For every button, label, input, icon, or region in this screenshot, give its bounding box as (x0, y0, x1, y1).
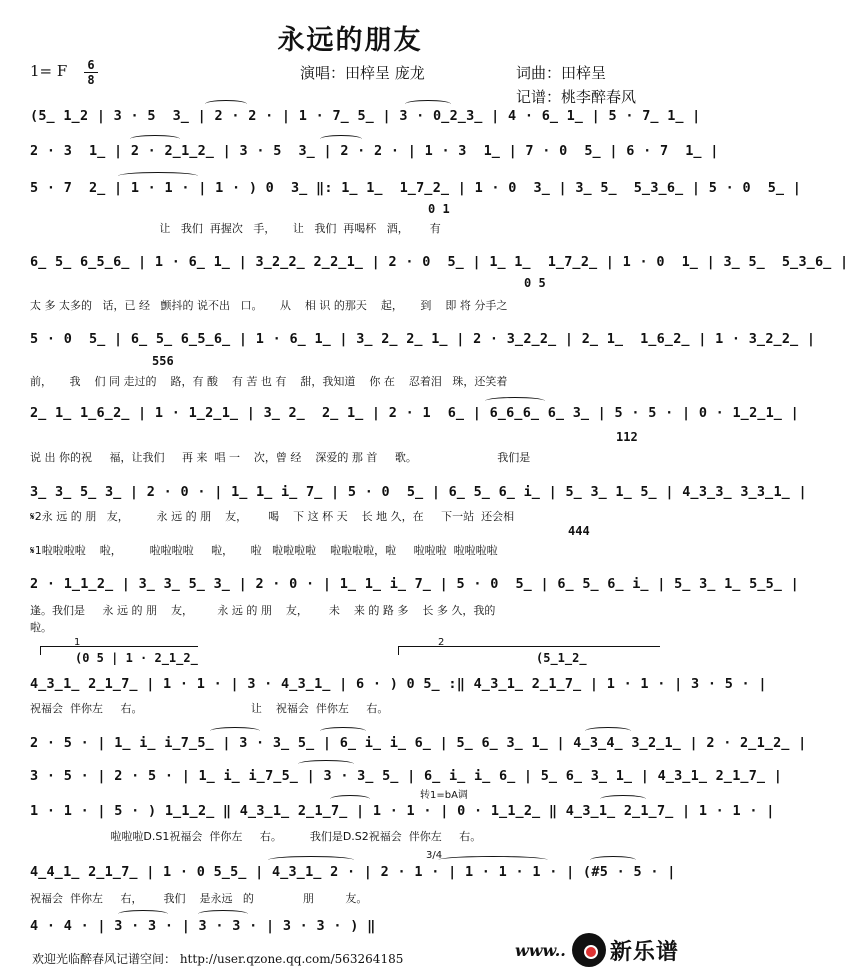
composer-credit: 词曲：田梓呈 (516, 64, 607, 82)
score-row-7: 3̲ 3̲ 5̲ 3̲ | 2 · 0 · | 1̲ 1̲ i̲ 7̲ | 5 · 0 5̲ | 6̲ 5̲ 6̲ i̲ | 5̲ 3̲ 1̲ 5̲ | 4̲3̲3̲ 3̲3̲1̲ | (30, 484, 807, 500)
logo-text: 新乐谱 (609, 939, 679, 965)
score-row-8: 2 · 1̲1̲2̲ | 3̲ 3̲ 5̲ 3̲ | 2 · 0 · | 1̲ 1̲ i̲ 7̲ | 5 · 0 5̲ | 6̲ 5̲ 6̲ i̲ | 5̲ 3̲ 1̲ 5̲5̲ | (30, 576, 800, 592)
time-signature (84, 59, 98, 86)
alt-note-r7: 444 (568, 524, 590, 538)
alt-note-r4: 0 5 (524, 276, 546, 290)
score-row-1: (5̲ 1̲2 | 3 · 5 3̲ | 2 · 2 · | 1 · 7̲ 5̲ | 3 · 0̲2̲3̲ | 4 · 6̲ 1̲ | 5 · 7̲ 1̲ | (30, 108, 701, 124)
lyric-row-4: 太 多 太多的 话，已 经 颤抖的 说不出 口。 从 相 识 的那天 起， 到 即 将 分手之 (30, 299, 508, 312)
time-signature-bottom: 8 (87, 73, 95, 87)
score-row-9: 4̲3̲1̲ 2̲1̲7̲ | 1 · 1 · | 3 · 4̲3̲1̲ | 6 · ) 0 5̲ :‖ 4̲3̲1̲ 2̲1̲7̲ | 1 · 1 · | 3 · 5 · | (30, 676, 767, 692)
lyric-row-12: 啦啦啦D.S1祝福会 伴你左 右。 我们是D.S2祝福会 伴你左 右。 (30, 830, 482, 843)
lyric-row-6: 说 出 你的祝 福，让我们 再 来 唱 一 次，曾 经 深爱的 那 首 歌。 我们是 (30, 451, 531, 464)
score-row-3: 5 · 7 2̲ | 1 · 1 · | 1 · ) 0 3̲ ‖: 1̲ 1̲ 1̲7̲2̲ | 1 · 0 3̲ | 3̲ 5̲ 5̲3̲6̲ | 5 · 0 5̲ | (30, 180, 802, 196)
alt-note-r3: 0 1 (428, 202, 450, 216)
lyric-row-5: 前， 我 们 同 走过的 路，有 酸 有 苦 也 有 甜，我知道 你 在 忍着泪 珠，还笑着 (30, 375, 508, 388)
pickup-volta-2: (5̲1̲2̲ (536, 651, 587, 665)
score-row-4: 6̲ 5̲ 6̲5̲6̲ | 1 · 6̲ 1̲ | 3̲2̲2̲ 2̲2̲1̲ | 2 · 0 5̲ | 1̲ 1̲ 1̲7̲2̲ | 1 · 0 1̲ | 3̲ 5̲ 5̲3̲6̲ | (30, 254, 848, 270)
site-logo (515, 933, 679, 967)
pickup-volta-1: (0 5 | 1 · 2̲1̲2̲ (75, 651, 198, 665)
lyric-row-7b: 𝄋1啦啦啦啦 啦， 啦啦啦啦 啦， 啦 啦啦啦啦 啦啦啦啦，啦 啦啦啦 啦啦啦啦 (30, 544, 498, 557)
lyric-row-8b: 啦。 (30, 621, 52, 634)
score-row-5: 5 · 0 5̲ | 6̲ 5̲ 6̲5̲6̲ | 1 · 6̲ 1̲ | 3̲ 2̲ 2̲ 1̲ | 2 · 3̲2̲2̲ | 2̲ 1̲ 1̲6̲2̲ | 1 · 3̲2̲2̲ | (30, 331, 816, 347)
key-change-label: 转1=bA调 (420, 790, 468, 801)
score-row-6: 2̲ 1̲ 1̲6̲2̲ | 1 · 1̲2̲1̲ | 3̲ 2̲ 2̲ 1̲ | 2 · 1 6̲ | 6̲6̲6̲ 6̲ 3̲ | 5 · 5 · | 0 · 1̲2̲1̲ | (30, 405, 800, 421)
logo-www: www.. (515, 940, 566, 960)
score-row-14: 4 · 4 · | 3 · 3 · | 3 · 3 · | 3 · 3 · ) ‖ (30, 918, 376, 934)
singer-credit: 演唱：田梓呈 庞龙 (300, 64, 425, 82)
lyric-row-8: 逢。我们是 永 远 的 朋 友， 永 远 的 朋 友， 未 来 的 路 多 长 多 久，我的 (30, 604, 496, 617)
footer-credit: 欢迎光临醉春风记谱空间： http://user.qzone.qq.com/563264185 (32, 952, 404, 966)
alt-note-r5: 556 (152, 354, 174, 368)
volta-2-label: 2 (438, 637, 445, 648)
transcriber-credit: 记谱：桃李醉春风 (516, 88, 637, 106)
score-row-12: 1 · 1 · | 5 · ) 1̲1̲2̲ ‖ 4̲3̲1̲ 2̲1̲7̲ | 1 · 1 · | 0 · 1̲1̲2̲ ‖ 4̲3̲1̲ 2̲1̲7̲ | 1 · 1 · | (30, 803, 775, 819)
time-signature-top: 6 (87, 58, 95, 72)
lyric-row-3: 让 我们 再握次 手， 让 我们 再喝杯 酒， 有 (30, 222, 441, 235)
lyric-row-7: 𝄋2永 远 的 朋 友， 永 远 的 朋 友， 喝 下 这 杯 天 长 地 久，在 下一站 还会相 (30, 510, 515, 523)
score-row-10: 2 · 5 · | 1̲ i̲ i̲7̲5̲ | 3 · 3̲ 5̲ | 6̲ i̲ i̲ 6̲ | 5̲ 6̲ 3̲ 1̲ | 4̲3̲4̲ 3̲2̲1̲ | 2 · 2̲1̲2̲ | (30, 735, 807, 751)
music-disc-icon (572, 933, 606, 967)
score-row-13: 4̲4̲1̲ 2̲1̲7̲ | 1 · 0 5̲5̲ | 4̲3̲1̲ 2 · | 2 · 1 · | 1 · 1 · 1 · | (#5 · 5 · | (30, 864, 676, 880)
score-row-2: 2 · 3 1̲ | 2 · 2̲1̲2̲ | 3 · 5 3̲ | 2 · 2 · | 1 · 3 1̲ | 7 · 0 5̲ | 6 · 7 1̲ | (30, 143, 719, 159)
time-change-label: 3/4 (426, 850, 443, 861)
lyric-row-13: 祝福会 伴你左 右， 我们 是永远 的 朋 友。 (30, 892, 368, 905)
song-title: 永远的朋友 (277, 25, 423, 56)
alt-note-r6: 112 (616, 430, 638, 444)
lyric-row-9: 祝福会 伴你左 右。 让 祝福会 伴你左 右。 (30, 702, 389, 715)
volta-1-label: 1 (74, 637, 81, 648)
score-row-11: 3 · 5 · | 2 · 5 · | 1̲ i̲ i̲7̲5̲ | 3 · 3̲ 5̲ | 6̲ i̲ i̲ 6̲ | 5̲ 6̲ 3̲ 1̲ | 4̲3̲1̲ 2̲1̲7̲ | (30, 768, 783, 784)
key-signature: 1= F (30, 62, 68, 80)
